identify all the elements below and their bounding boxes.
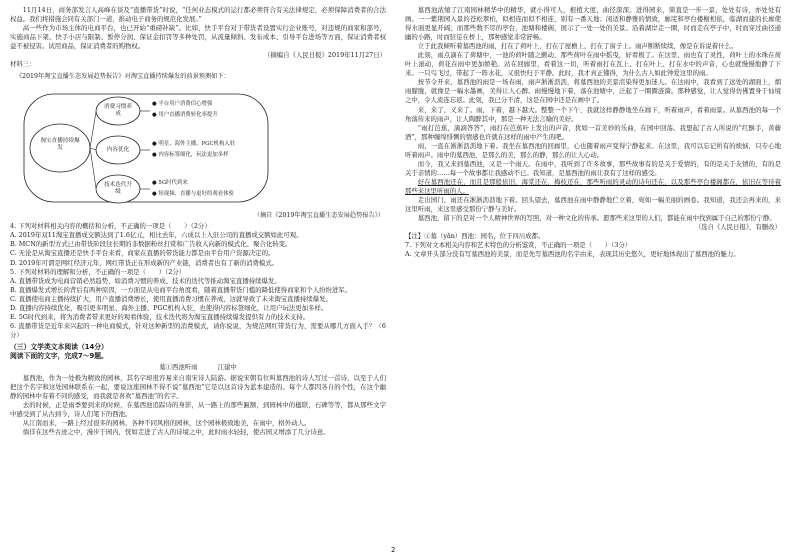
q4-option-c: C. 无论是从淘宝直播还是快手平台来看，商家在直播的带货能力都是由平台用户资源决定的。 — [10, 249, 275, 258]
diagram-node-tech: 技术迭代升级 — [104, 182, 132, 196]
q5-option-e: E. 5G时代到来，将为消费者带来更好的观看体验，技术迭代将为淘宝直播持续爆发提供有力的技术支持。 — [10, 312, 310, 321]
paragraph: 从江南而来，一路上经过很多的园林，各种不同风格的园林，这个园林极致地美，在雨中，格外动人。 — [22, 419, 311, 428]
paragraph: “雨打芭蕉，滴滴答答”，雨打在芭蕉叶上发出的声音，犹如一首美妙的乐曲，在园中回荡。我想起了古人所说的“红酥手，黄藤酒”，那种缠绵悱恻的情感也许就在这样的雨中产生的吧。 — [405, 123, 781, 141]
source-citation: （选自《人民日报》，有删改） — [694, 223, 781, 232]
source-citation: （摘编自《人民日报》2019年11月27日） — [264, 51, 386, 60]
left-column — [10, 6, 386, 437]
paragraph: 立于此我倾听着墓西池的雨，打在了荷叶上，打在了屋檐上，打在了窗子上。雨声断断续续，像是在诉说着什么。 — [417, 42, 738, 51]
diagram-bullet: ● 明星、海外主播、PGC机构入驻 — [152, 141, 236, 148]
paragraph: 11月14日，商务部发言人高峰在谈及“直播带货”时说，“任何业态模式的运行都必须符合有关法律规定，必须保障消费者的合法权益。我们将措施会同有关部门一道，推动电子商务的规范化发展。” — [10, 6, 386, 24]
story-title-line — [10, 363, 386, 372]
diagram-title: 《2019年淘宝直播生态发展趋势报告》对淘宝直播持续爆发的前景预测如下： — [16, 73, 230, 81]
section-heading: （三）文学类文本阅读（14分） — [10, 342, 108, 351]
diagram-node-content: 内容优化 — [106, 147, 130, 154]
paragraph: 来，来了，又来了。雨，下着，越下越大。整整一个下午，我就这样静静地坐在廊下，听着雨声，看着雨景。从墓西池的每一个角落传来的雨声，让人陶醉其中，那是一种无法言喻的美好。 — [405, 105, 781, 123]
diagram-source: （摘自《2019年淘宝直播生态发展趋势报告》） — [253, 212, 384, 220]
diagram-bullet: ● 短视频、直播与更好的观看体验 — [152, 191, 234, 198]
diagram-bullet: ● 5G时代到来 — [152, 180, 188, 187]
q5-option-c: C. 直播使电商主播持续扩大，用户直播消费增长，使用直播消费习惯在养成，这就导致了未来淘宝直播持续爆发。 — [10, 294, 332, 303]
paragraph: 徜徉在这些古迹之中，漫步于园内，恍如走进了古人的诗境之中，此时雨水轻轻，使古园又增添了几分诗意。 — [22, 428, 330, 437]
paragraph: 墓西池浓缩了江南园林精华中的精华，就小得可人，根植大度，曲径深深。进得园来，简直是一步一景，处处有诗，亦处处有画。一一紫荆园入景的苍松翠柏，似相连而似不相连，别有一番天地；闲适和静雅的情致，廊庑和亭台楼榭相依，临湖而建的长廊使得水面更显开阔；而那些数不尽的亭台，池塘和楼阁，展示了一处一处的美景。沿着湖岸走一圈，时而走在亭子中，时而穿过曲径通幽的小路，时而驻足在桥上，那种感觉非常舒畅。 — [405, 6, 781, 42]
paragraph: 雨，一直在淅淅沥沥地下着。我坐在墓西池的回廊里，心也随着雨声变得宁静起来。在这里，我可以忘记所有的烦恼，只专心地听着雨声。雨中的墓西池，是那么的美，那么的静，那么的让人心动。 — [405, 141, 781, 159]
q7-option-a: A. 文章开头部分没有写墓西池的美景，而是先写墓西池的名字由来，表现其历史悠久，更好地体现出了墓西池的魅力。 — [405, 250, 740, 259]
question-6: 6. 直播带货是近年来兴起的一种电商模式，针对这种新型的消费模式，请你说说，为规范网红带货行为，需要从哪几方面入手？（6分） — [10, 321, 386, 339]
paragraph: 墓西池，留下的是对一个人精神世界的写照，对一种文化的传承。愿那些来这里的人们，都能在雨中找到属于自己的那份宁静。 — [417, 214, 776, 223]
paragraph: 去的时候，正是雨季要到来的时候，在墓西池追踪诗的身影，从一路上的那些匾额，到园林中的楹联，石碑等等，都从那些文字中感受到了从古到今，诗人们笔下的西池。 — [10, 401, 386, 419]
question-7: 7. 下列对文本相关内容和艺术特色的分析鉴赏，不正确的一项是（ ）（3分） — [405, 241, 632, 250]
paragraph: 此刻，雨点滴在了荷塘中，一池的荷叶随之颤动，那些荷叶在雨中摇曳，好看极了。在这里，雨也有了灵性，荷叶上的水珠在荷叶上滚动，荷花在雨中更加娇艳。站在回廊里，看着这一切，听着雨打在瓦上、打在叶上、打在水中的声音，心也就慢慢地静了下来。一只鸟飞过，带起了一阵水花，又很快归于平静。此时，我才真正懂得，为什么古人如此钟爱这里的雨。 — [405, 51, 781, 78]
story-author: 江建中 — [217, 363, 237, 372]
page-number: 2 — [391, 546, 396, 554]
material-label: 材料三： — [10, 60, 36, 69]
q4-option-d: D. 2019年可谓是网红经济元年，网红带货正在形成新的产业链，消费者也有了新的消费模式。 — [10, 258, 279, 267]
paragraph: 高一些作为市场主体的电商平台，也已开始“重磅补缺”。比如，快手平台对于带货者设置实行企业账号，对违规的商家和部号，实施商品下架、快手小店与限制、暂停分润、保证金扣罚等多种处罚，从流量倾斜、发布成本、引导平台进场等方面，保证消费者权益不被侵害。试用商品，保证消费者的购物权。 — [10, 24, 386, 51]
paragraph: 按节令开来，墓西池的雨是一场春雨，雨声淅淅沥沥，将墓西池的美景渲染得更加迷人。在这雨中，我看到了远处的湖面上，烟雨朦胧，就像是一幅水墨画，美得让人心醉。雨慢慢地下着，落在池塘中，泛起了一圈圈涟漪。那种感觉，让人觉得仿佛置身于仙境之中，令人流连忘返。此刻，我已分不清，这是在园中还是在画中了。 — [405, 78, 781, 105]
q5-option-d: D. 直播内容持续优化，吸引更多明星、海外主播、PGC机构入驻，也使得内容标签细化，让用户玩法更加多样。 — [10, 303, 328, 312]
story-title: 墓①西池听雨 — [159, 363, 198, 372]
q4-option-a: A. 2019年双11淘宝直播成交额达到了1.6亿元，相比去年，六成以上入驻公司的直播成交额如此可观。 — [10, 231, 303, 240]
underlined-paragraph: 好在墓西池还在，而且是那般依旧，海棠还在，梅枝还在，那些听雨的灵动的诗句还在，以及那些亭台楼阁都在，依旧在等待着那些来这里听雨的人。 — [405, 177, 781, 195]
q5-option-a: A. 直播带货成为电商营销必然趋势，如消费习惯的养成、技术的迭代等推动淘宝直播持续爆发。 — [10, 276, 281, 285]
paragraph: 墓西池，作为一处极为精致的园林，其名字却很容易来自南宋诗人陆游。据说宋朝有位叫墓西池的诗人写过一首诗，以至于人们把这个名字和这处园林联系在一起，要说这座园林不得不说“墓西池”它是以这首诗为蓝本建造的。每个人都因各自的个性，在这个幽静的园林中有着不同的感受，而我就是喜欢“墓西池”的名字。 — [10, 374, 386, 401]
right-column — [405, 6, 781, 259]
q4-option-b: B. MCN的新型方式已由带货阶段往长期的非数据粉丝打赏和广告收入向新的模式化、聚合化转变。 — [10, 240, 292, 249]
diagram-bullet: ● 内容标签细化，玩法更加多样 — [152, 152, 229, 159]
trend-diagram — [10, 72, 386, 220]
diagram-bullet: ● 用户直播消费转化率提升 — [152, 112, 218, 119]
diagram-center-node: 淘宝直播持续爆发 — [40, 138, 80, 152]
diagram-node-habit: 消费习惯养成 — [104, 104, 132, 118]
diagram-bullet: ● 平台用户消费信心增强 — [152, 101, 213, 108]
question-5: 5. 下列对材料的理解和分析，不正确的一项是（ ）（2分） — [10, 267, 186, 276]
paragraph: 走出园门，雨还在淅淅沥沥地下着。回头望去，墓西池在雨中静静地伫立着，宛如一幅美丽的画卷。我知道，我还会再来的，来这里听雨，来这里感受那份宁静与美好。 — [405, 195, 781, 214]
question-4: 4. 下列对材料相关内容的概括和分析，不正确的一项是（ ）（2分） — [10, 222, 211, 231]
paragraph: 而今，我又来到墓西池，又是一个雨天。在雨中，我听到了许多故事，那些故事有的是关于爱情的，有的是关于友情的，有的是关于亲情的……每一个故事都让我感动不已。我知道，是墓西池的雨让我有了这样的感受。 — [405, 159, 781, 177]
q5-option-b: B. 直播爆发式增长的背后有两种原因，一方面是从电商平台角度看，随着直播带货门槛的降低使得商家和个人纷纷进军。 — [10, 285, 352, 294]
footnote: 【注】①墓（yǎn）西池：园名，位于四川成都。 — [405, 232, 545, 241]
section-subheading: 阅读下面的文字，完成7～9题。 — [10, 351, 108, 360]
